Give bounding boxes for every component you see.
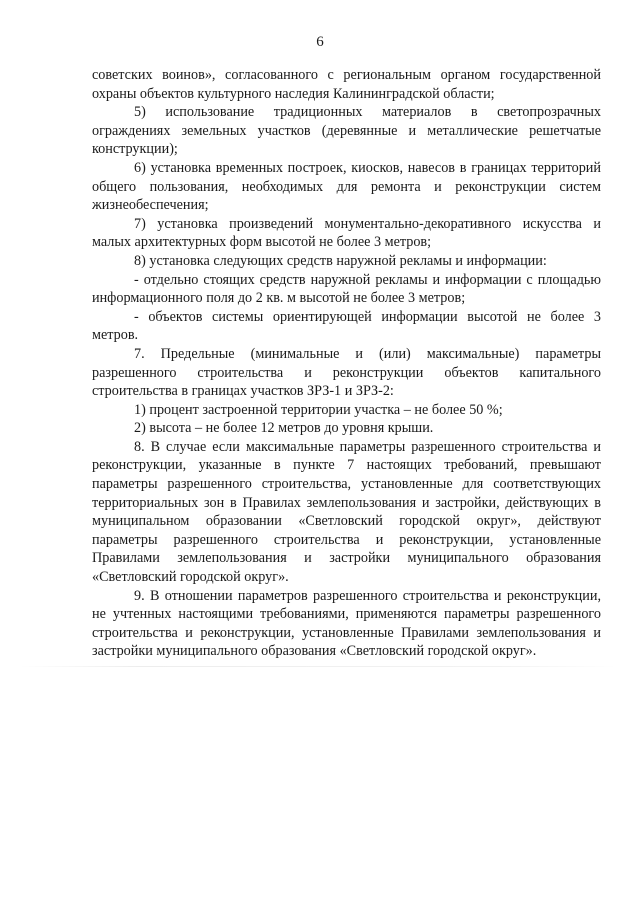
paragraph-item-7: 7) установка произведений монументально-декоративного искусства и малых архитектурных форм высотой не более 3 метров; (92, 215, 601, 251)
paragraph-item-6: 6) установка временных построек, киосков, навесов в границах территорий общего пользования, необходимых для ремонта и реконструкции систем жизнеобеспечения; (92, 159, 601, 214)
paragraph-item-5: 5) использование традиционных материалов в светопрозрачных ограждениях земельных участков (деревянные и металлические решетчатые конструкции); (92, 104, 601, 158)
paragraph-advertising-freestanding: - отдельно стоящих средств наружной рекламы и информации с площадью информационного поля до 2 кв. м высотой не более 3 метров; (92, 271, 601, 307)
paragraph-item-8: 8) установка следующих средств наружной рекламы и информации: (134, 252, 547, 269)
scan-artifact-line (18, 666, 618, 667)
paragraph-section-7: 7. Предельные (минимальные и (или) максимальные) параметры разрешенного строительства и реконструкции объектов капитального строительства в границах участков ЗРЗ-1 и ЗРЗ-2: (92, 345, 601, 400)
page-number: 6 (316, 34, 324, 50)
paragraph-height-limit: 2) высота – не более 12 метров до уровня крыши. (134, 420, 434, 437)
document-body (92, 66, 601, 661)
paragraph-section-8: 8. В случае если максимальные параметры разрешенного строительства и реконструкции, указанные в пункте 7 настоящих требований, превышают параметры разрешенного строительства, установленные для соответствующих территориальных зон в Правилах землепользования и застройки, действующих в муниципальном образовании «Светловский городской округ», действуют параметры разрешенного строительства и реконструкции, установленные Правилами землепользования и застройки муниципального образования «Светловский городской округ». (92, 438, 601, 586)
paragraph-continuation: советских воинов», согласованного с региональным органом государственной охраны объектов культурного наследия Калининградской области; (92, 67, 601, 102)
paragraph-build-percent: 1) процент застроенной территории участка – не более 50 %; (134, 401, 503, 418)
paragraph-orientation-system: - объектов системы ориентирующей информации высотой не более 3 метров. (92, 308, 601, 344)
paragraph-section-9: 9. В отношении параметров разрешенного строительства и реконструкции, не учтенных настоящими требованиями, применяются параметры разрешенного строительства и реконструкции, установленные Правилами землепользования и застройки муниципального образования «Светловский городской округ». (92, 587, 601, 660)
